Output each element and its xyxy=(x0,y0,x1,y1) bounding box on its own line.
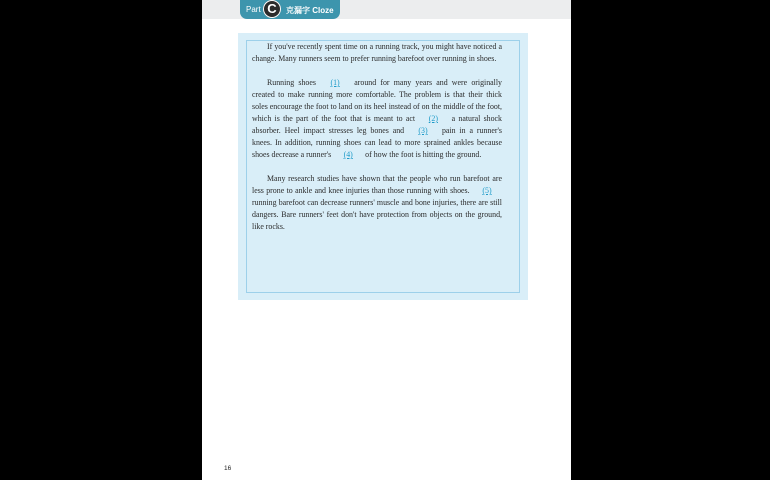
cloze-blank-2: (2) xyxy=(428,114,438,123)
part-label: Part xyxy=(246,5,261,14)
cloze-blank-4: (4) xyxy=(343,150,353,159)
passage-text xyxy=(252,41,502,245)
section-title: 克漏字 Cloze xyxy=(286,6,334,15)
paragraph-2-text-a: Running shoes xyxy=(267,78,316,87)
passage-box xyxy=(238,33,528,300)
cloze-blank-1: (1) xyxy=(330,78,340,87)
paragraph-2-text-e: of how the foot is hitting the ground. xyxy=(365,150,482,159)
paragraph-3 xyxy=(252,173,502,233)
paragraph-1: If you've recently spent time on a running track, you might have noticed a change. Many runners seem to prefer running barefoot over running in shoes. xyxy=(252,42,502,63)
cloze-blank-3: (3) xyxy=(418,126,428,135)
paragraph-3-text-b: running barefoot can decrease runners' muscle and bone injuries, there are still dangers. Bare runners' feet don't have protection from objects on the ground, like rocks. xyxy=(252,198,502,231)
paragraph-2-text-d: pain in a runner's knees. In addition, running shoes can lead to more sprained ankles because shoes decrease a runner's xyxy=(252,126,502,159)
paragraph-2 xyxy=(252,77,502,161)
paragraph-2-text-c: a natural shock absorber. Heel impact stresses leg bones and xyxy=(252,114,503,135)
paragraph-2-text-b: around for many years and were originally created to make running more comfortable. The problem is that their thick soles encourage the foot to land on its heel instead of on the middle of the foot, which is the part of the foot that is meant to act xyxy=(252,78,502,123)
part-letter-badge: C xyxy=(263,0,281,18)
book-page xyxy=(202,0,571,480)
page-number: 16 xyxy=(224,465,232,472)
part-tab xyxy=(240,0,340,19)
paragraph-3-text-a: Many research studies have shown that the people who run barefoot are less prone to ankle and knee injuries than those running with shoes. xyxy=(252,174,502,195)
cloze-blank-5: (5) xyxy=(482,186,492,195)
